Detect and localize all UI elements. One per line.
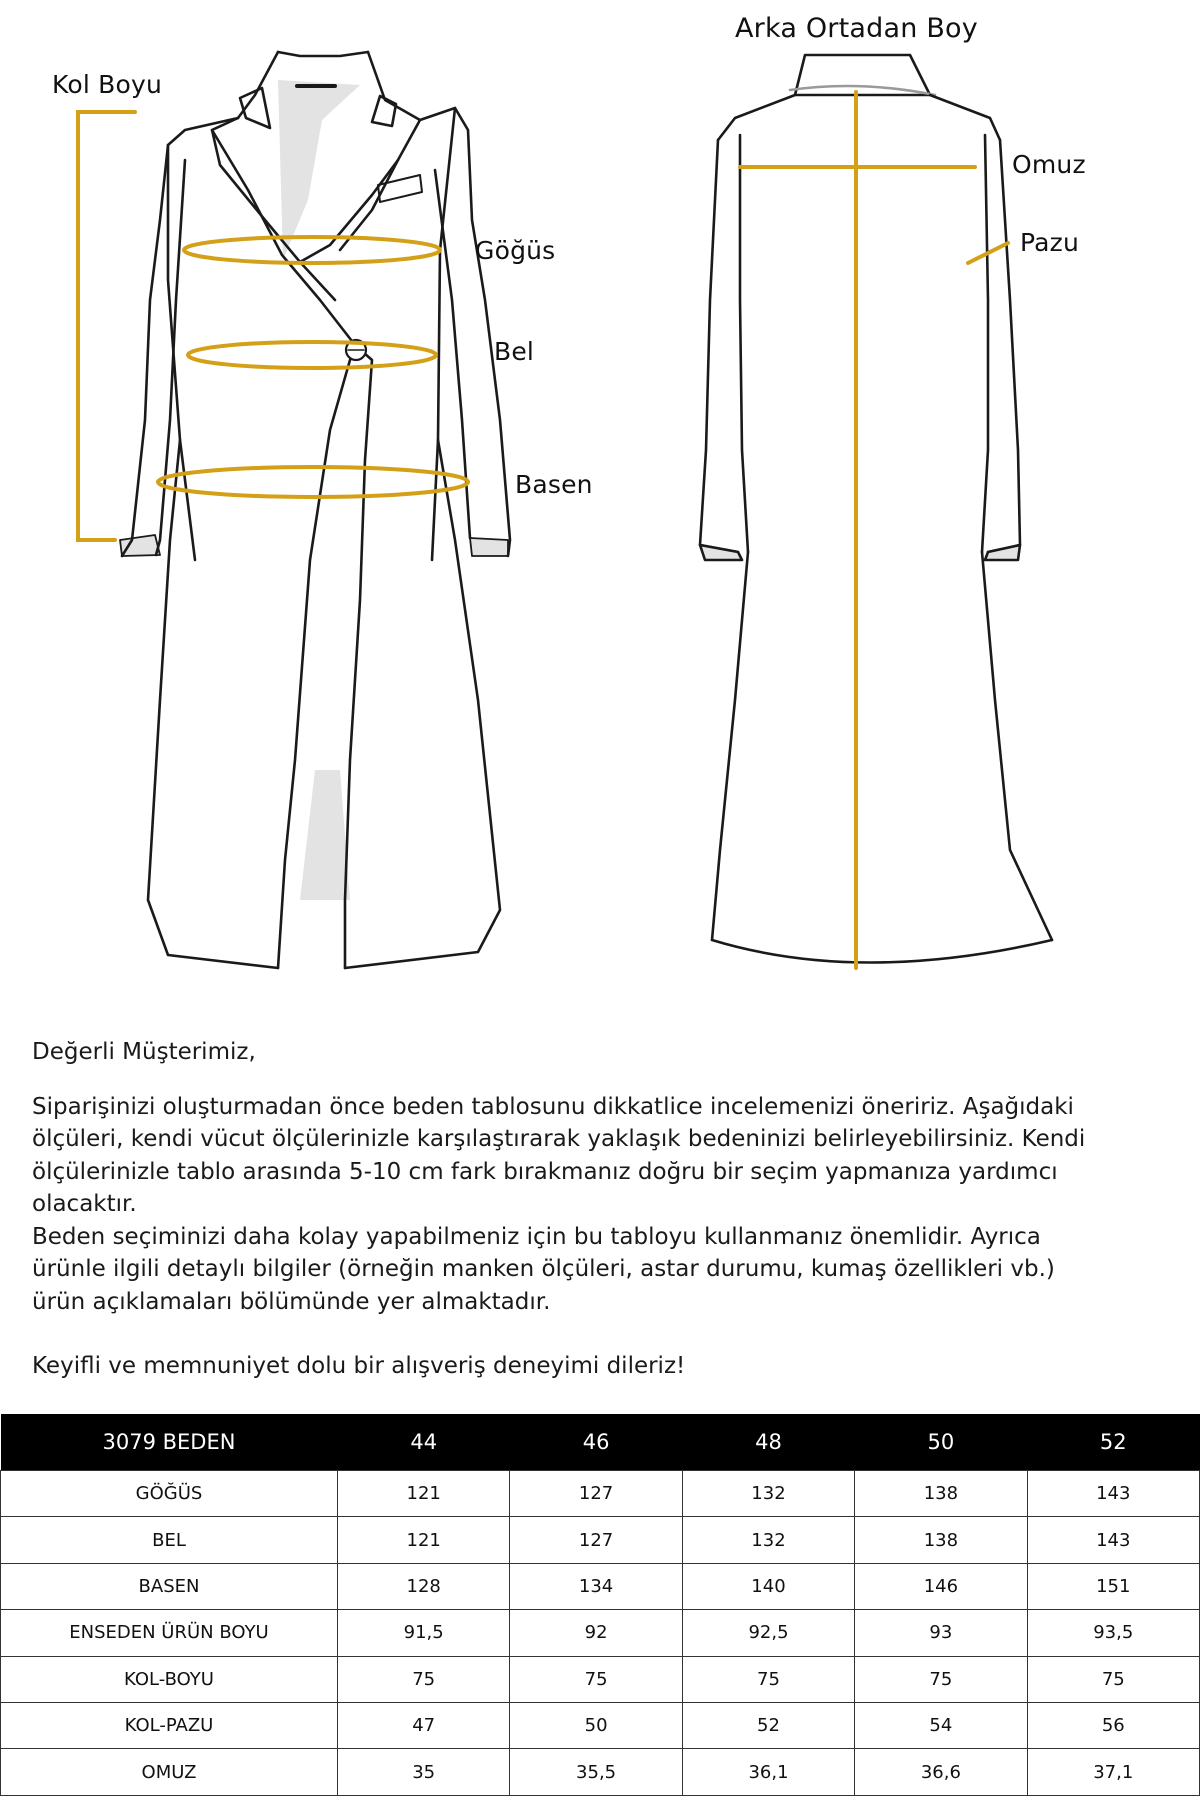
measurement-value-cell: 127 <box>510 1471 682 1517</box>
label-gogus: Göğüs <box>475 236 556 265</box>
measurement-name-cell: KOL-BOYU <box>1 1656 338 1702</box>
table-row <box>1 1471 1200 1517</box>
measurement-value-cell: 121 <box>338 1517 510 1563</box>
measurement-value-cell: 75 <box>1027 1656 1199 1702</box>
header-cell-size: 50 <box>855 1414 1027 1471</box>
back-coat-sketch <box>700 55 1052 963</box>
measurement-value-cell: 36,6 <box>855 1749 1027 1795</box>
header-cell-size: 52 <box>1027 1414 1199 1471</box>
kol-boyu-bracket <box>78 112 135 540</box>
measurement-value-cell: 37,1 <box>1027 1749 1199 1795</box>
measurement-value-cell: 121 <box>338 1471 510 1517</box>
measurement-value-cell: 138 <box>855 1471 1027 1517</box>
size-table-body <box>1 1471 1200 1796</box>
measurement-value-cell: 35 <box>338 1749 510 1795</box>
basen-marker <box>158 467 468 497</box>
table-row <box>1 1656 1200 1702</box>
measurement-value-cell: 92 <box>510 1610 682 1656</box>
measurement-value-cell: 36,1 <box>682 1749 854 1795</box>
label-pazu: Pazu <box>1020 228 1080 257</box>
measurement-value-cell: 75 <box>855 1656 1027 1702</box>
header-cell-size: 44 <box>338 1414 510 1471</box>
size-table <box>0 1414 1200 1796</box>
label-omuz: Omuz <box>1012 150 1086 179</box>
measurement-value-cell: 75 <box>510 1656 682 1702</box>
table-row <box>1 1702 1200 1748</box>
gogus-marker <box>184 237 440 263</box>
measurement-value-cell: 75 <box>682 1656 854 1702</box>
measurement-value-cell: 146 <box>855 1563 1027 1609</box>
measurement-value-cell: 50 <box>510 1702 682 1748</box>
note-closing: Keyifli ve memnuniyet dolu bir alışveriş deneyimi dileriz! <box>32 1353 686 1379</box>
measurement-value-cell: 35,5 <box>510 1749 682 1795</box>
measurement-value-cell: 93 <box>855 1610 1027 1656</box>
measurement-value-cell: 56 <box>1027 1702 1199 1748</box>
table-row <box>1 1517 1200 1563</box>
measurement-value-cell: 138 <box>855 1517 1027 1563</box>
header-cell-beden: 3079 BEDEN <box>1 1414 338 1471</box>
customer-note <box>32 1036 1172 1383</box>
size-table-header-row <box>1 1414 1200 1471</box>
measurement-value-cell: 143 <box>1027 1471 1199 1517</box>
measurement-value-cell: 52 <box>682 1702 854 1748</box>
note-body: Siparişinizi oluşturmadan önce beden tablosunu dikkatlice incelemenizi öneririz. Aşağıdaki ölçüleri, kendi vücut ölçülerinizle karşılaştırarak yaklaşık bedeninizi belirleyebilirsiniz. Kendi ölçülerinizle tablo arasında 5-10 cm fark bırakmanız doğru bir seçim yapmanıza yardımcı olacaktır. Beden seçiminizi daha kolay yapabilmeniz için bu tabloyu kullanmanız önemlidir. Ayrıca ürünle ilgili detaylı bilgiler (örneğin manken ölçüleri, astar durumu, kumaş özellikleri vb.) ürün açıklamaları bölümünde yer almaktadır. <box>32 1093 1086 1315</box>
measurement-value-cell: 75 <box>338 1656 510 1702</box>
measurement-value-cell: 127 <box>510 1517 682 1563</box>
measurement-name-cell: KOL-PAZU <box>1 1702 338 1748</box>
measurement-name-cell: BASEN <box>1 1563 338 1609</box>
measurement-name-cell: GÖĞÜS <box>1 1471 338 1517</box>
measurement-value-cell: 151 <box>1027 1563 1199 1609</box>
measurement-value-cell: 47 <box>338 1702 510 1748</box>
measurement-value-cell: 140 <box>682 1563 854 1609</box>
label-kol-boyu: Kol Boyu <box>52 70 163 99</box>
measurement-value-cell: 132 <box>682 1517 854 1563</box>
measurement-name-cell: OMUZ <box>1 1749 338 1795</box>
measurement-value-cell: 54 <box>855 1702 1027 1748</box>
size-table-head <box>1 1414 1200 1471</box>
label-basen: Basen <box>515 470 593 499</box>
table-row <box>1 1749 1200 1795</box>
measurement-name-cell: ENSEDEN ÜRÜN BOYU <box>1 1610 338 1656</box>
measurement-value-cell: 143 <box>1027 1517 1199 1563</box>
table-row <box>1 1563 1200 1609</box>
measurement-value-cell: 91,5 <box>338 1610 510 1656</box>
label-arka-ortadan-boy: Arka Ortadan Boy <box>735 13 978 44</box>
header-cell-size: 48 <box>682 1414 854 1471</box>
measurement-name-cell: BEL <box>1 1517 338 1563</box>
measurement-value-cell: 128 <box>338 1563 510 1609</box>
bel-marker <box>188 342 436 368</box>
measurement-value-cell: 132 <box>682 1471 854 1517</box>
table-row <box>1 1610 1200 1656</box>
label-bel: Bel <box>494 337 535 366</box>
measurement-value-cell: 134 <box>510 1563 682 1609</box>
measurement-value-cell: 92,5 <box>682 1610 854 1656</box>
header-cell-size: 46 <box>510 1414 682 1471</box>
note-greeting: Değerli Müşterimiz, <box>32 1039 256 1065</box>
front-coat-sketch <box>120 52 510 968</box>
measurement-value-cell: 93,5 <box>1027 1610 1199 1656</box>
